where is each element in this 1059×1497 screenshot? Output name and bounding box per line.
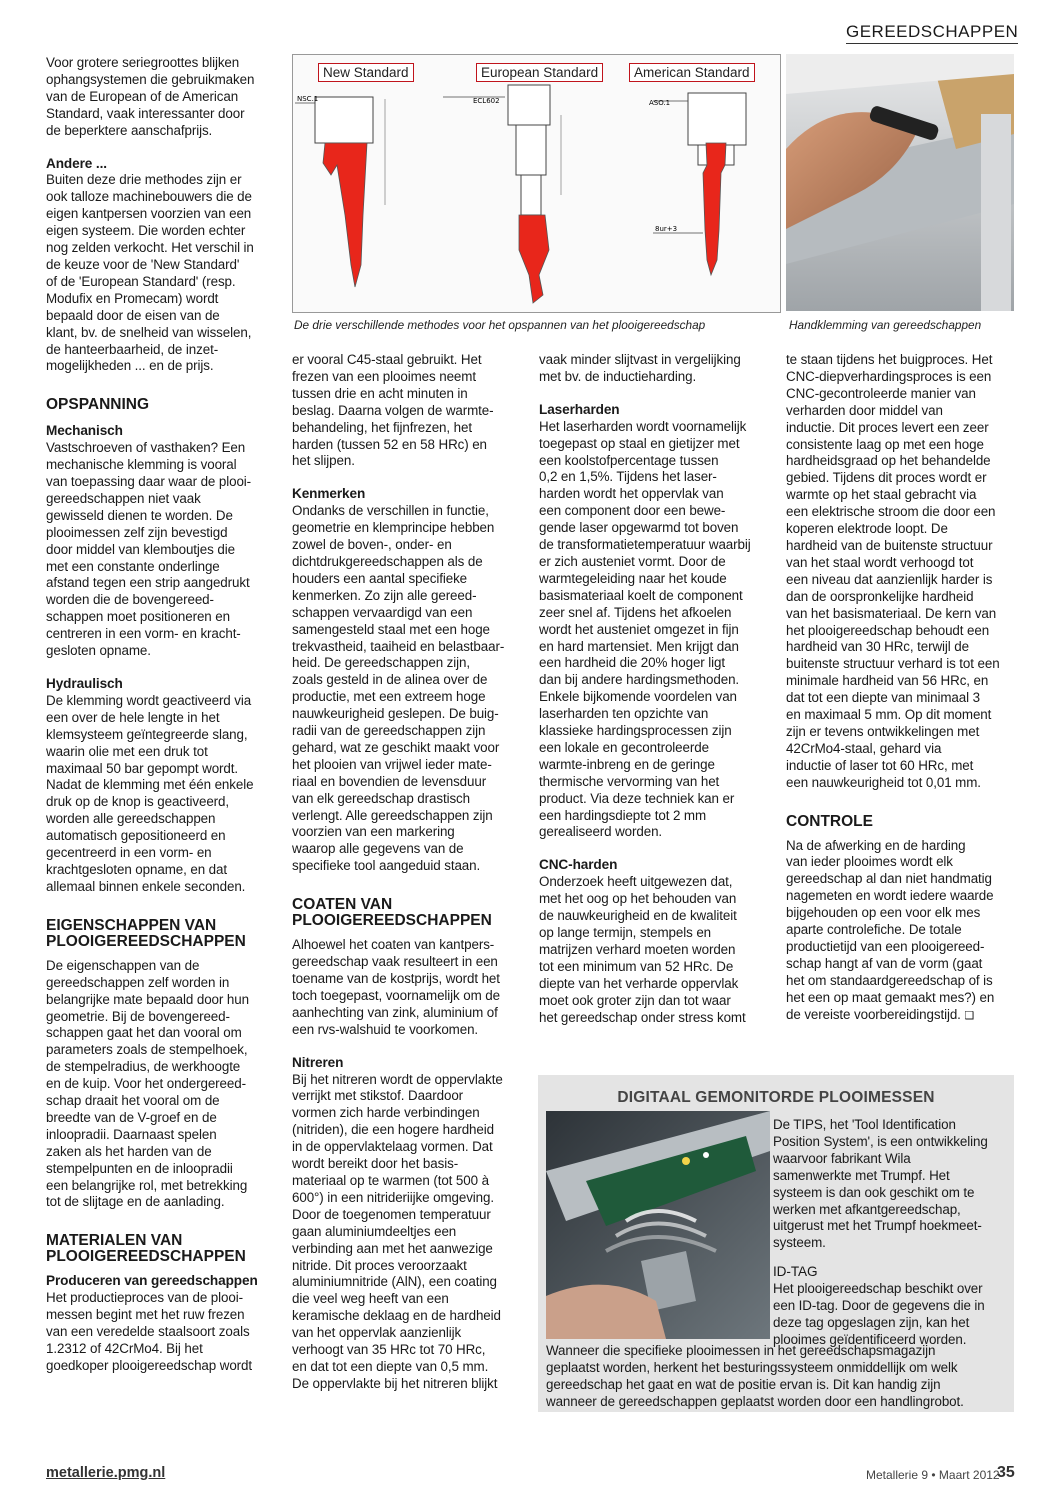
subheading-cnc-harden: CNC-harden — [539, 857, 618, 873]
produceren-paragraph: Het productieproces van de plooi- messen begint met het ruw frezen van een veredelde staalsoort zoals 1.2312 of 42CrMo4. Bij het goedkoper plooigereedschap wordt — [46, 1290, 252, 1373]
hydraulisch-paragraph: De klemming wordt geactiveerd via een over de hele lengte in het klemsysteem geïntegreerde slang, waarin olie met een druk tot maximaal 50 bar gepompt wordt. Nadat de klemming met één enkele druk op de knop is geactiveerd, worden alle gereedschappen automatisch gepositioneerd en gecentreerd in een vorm- en krachtgesloten opname, en dat allemaal binnen enkele seconden. — [46, 692, 254, 894]
tips-photo — [546, 1111, 770, 1339]
page-number: 35 — [997, 1464, 1015, 1481]
hand-clamping-image — [786, 54, 1014, 311]
controle-text: Na de afwerking en de harding van ieder plooimes wordt elk gereedschap al dan niet handmatig nagemeten en wordt iedere waarde bijgehouden op een voor elk mes aparte controlefiche. De totale productietijd van een plooigereed- schap hangt af van de vorm (gaat het om standaardgereedschap of is het een op maat gemaakt mes?) en de vereiste voorbereidingstijd. — [786, 837, 995, 1022]
label-new-standard: New Standard — [318, 63, 414, 82]
subheading-nitreren: Nitreren — [292, 1054, 344, 1070]
annotation-ecl: ECL602 — [473, 97, 500, 105]
american-standard-tool — [649, 93, 746, 275]
heading-coaten: COATEN VAN PLOOIGEREEDSCHAPPEN — [292, 896, 492, 930]
heading-materialen: MATERIALEN VAN PLOOIGEREEDSCHAPPEN — [46, 1232, 246, 1266]
issue-info: Metallerie 9 • Maart 2012 — [866, 1468, 1000, 1482]
column-3 — [539, 352, 771, 1026]
subheading-andere: Andere ... — [46, 155, 107, 171]
intro-paragraph: Voor grotere seriegroottes blijken ophangsystemen die gebruikmaken van de European of de American Standard, vaak interessanter door de beperktere aanschafprijs. — [46, 55, 255, 138]
diagram-caption: De drie verschillende methodes voor het opspannen van het plooigereedschap — [294, 318, 706, 332]
andere-paragraph: Buiten deze drie methodes zijn er ook talloze machinebouwers die de eigen kantpersen voorzien van een eigen systeem. Die worden echter nog zelden verkocht. Het verschil in de keuze voor de 'New Standard' of de 'European Standard' (resp. Modufix en Promecam) wordt bepaald door de eisen van de klant, bv. de snelheid van wisselen, de hanteerbaarheid, de inzet- mogelijkheden ... en de prijs. — [46, 172, 254, 374]
annotation-nsc: NSC.1 — [297, 95, 319, 103]
tips-image — [546, 1111, 770, 1339]
box-text-full — [546, 1343, 1012, 1411]
subheading-id-tag: ID-TAG — [773, 1264, 818, 1280]
section-tag: GEREEDSCHAPPEN — [846, 22, 1018, 44]
mechanisch-paragraph: Vastschroeven of vasthaken? Een mechanische klemming is vooral van toepassing daar waar de plooi- gereedschappen niet vaak gewisseld dienen te worden. De plooimessen zelf zijn bevestigd door middel van klemboutjes die met een constante onderlinge afstand tegen een strip aangedrukt worden die de bovengereed- schappen moet positioneren en centreren in een vorm- en kracht- gesloten opname. — [46, 440, 252, 659]
column-4 — [786, 352, 1018, 1025]
heading-controle: CONTROLE — [786, 812, 873, 830]
new-standard-tool — [295, 95, 385, 287]
subheading-laserharden: Laserharden — [539, 401, 620, 417]
box-text-right — [773, 1117, 1009, 1349]
subheading-produceren: Produceren van gereedschappen — [46, 1273, 258, 1289]
nitreren-paragraph: Bij het nitreren wordt de oppervlakte verrijkt met stikstof. Daardoor vormen zich harde verbindingen (nitriden), die een hogere hardheid in de oppervlaktelaag vormen. Dat wordt bereikt door het basis- materiaal op te warmen (tot 500 à 600°) in een nitrideriijke omgeving. Door de toegenomen temperatuur gaan aluminiumdeeltjes een verbinding aan met het aanwezige nitride. Dit proces veroorzaakt aluminiumnitride (AlN), een coating die veel weg heeft van een keramische deklaag en de hardheid van het oppervlak aanzienlijk verhoogt van 35 HRc tot 70 HRc, en dat tot een diepte van 0,5 mm. De oppervlakte bij het nitreren blijkt — [292, 1071, 503, 1391]
cnc-continued-paragraph: te staan tijdens het buigproces. Het CNC-diepverhardingsproces is een CNC-gecontroleerde manier van verharden door middel van inductie. Dit proces levert een zeer consistente laag op met een hoge hardheidsgraad op het behandelde gebied. Tijdens dit proces wordt er warmte op het staal gebracht via een elektrische stroom die door een koperen elektrode loopt. De hardheid van de buitenste structuur van het staal wordt verhoogd tot een niveau dat aanzienlijk harder is dan de oorspronkelijke hardheid van het basismateriaal. De kern van het plooigereedschap behoudt een hardheid van 30 HRc, terwijl de buitenste structuur verhard is tot een minimale hardheid van 56 HRc, en dat tot een diepte van minimaal 3 en maximaal 5 mm. Op dit moment zijn er tevens ontwikkelingen met 42CrMo4-staal, gehard via inductie of laser tot 60 HRc, met een nauwkeurigheid tot 0,01 mm. — [786, 352, 1000, 790]
controle-paragraph — [786, 838, 1018, 1025]
c45-paragraph: er vooral C45-staal gebruikt. Het frezen van een plooimes neemt tussen drie en acht minuten in beslag. Daarna volgen de warmte- behandeling, het fijnfrezen, het harden (tussen 52 en 58 HRc) en het slijpen. — [292, 352, 494, 469]
subheading-mechanisch: Mechanisch — [46, 423, 123, 439]
tooling-standards-diagram — [292, 54, 781, 313]
eigenschappen-paragraph: De eigenschappen van de gereedschappen zelf worden in belangrijke mate bepaald door hun geometrie. Bij de bovengereed- schappen gaat het dan vooral om parameters zoals de stempelhoek, de stempelradius, de werkhoogte en de kuip. Voor het ondergereed- schap draait het vooral om de breedte van de V-groef en de inloopradii. Daarnaast spelen zaken als het harden van de stempelpunten en de inloopradii een belangrijke rol, met betrekking tot de slijtage en de aanlading. — [46, 957, 249, 1210]
column-2 — [292, 352, 522, 1393]
hand-clamping-photo — [786, 54, 1014, 311]
label-european-standard: European Standard — [476, 63, 603, 82]
annotation-aso: ASO.1 — [649, 99, 671, 107]
subheading-hydraulisch: Hydraulisch — [46, 676, 123, 691]
heading-eigenschappen: EIGENSCHAPPEN VAN PLOOIGEREEDSCHAPPEN — [46, 916, 246, 950]
slijtvast-paragraph: vaak minder slijtvast in vergelijking met bv. de inductieharding. — [539, 352, 741, 384]
laserharden-paragraph: Het laserharden wordt voornamelijk toegepast op staal en gietijzer met een koolstofpercentage tussen 0,2 en 1,5%. Tijdens het laser- harden wordt het oppervlak van een component door een bewe- gende laser opgewarmd tot boven de transformatietemperatuur waarbij er zich austeniet vormt. Door de warmtegeleiding naar het koude basismateriaal koelt de component zeer snel af. Tijdens het afkoelen wordt het austeniet omgezet in fijn en hard martensiet. Men krijgt dan een hardheid die 20% hoger ligt dan bij andere hardingsmethoden. Enkele bijkomende voordelen van laserharden ten opzichte van klassieke hardingsprocessen zijn een lokale en gecontroleerde warmte-inbreng en de geringe thermische vervorming van het product. Via deze techniek kan er een hardingsdiepte tot 2 mm gerealiseerd worden. — [539, 418, 751, 840]
coaten-paragraph: Alhoewel het coaten van kantpers- gereedschap vaak resulteert in een toename van de kostprijs, wordt het toch toegepast, voornamelijk om de aanhechting van zink, aluminium of een rvs-walshuid te voorkomen. — [292, 937, 500, 1037]
tips-full-paragraph: Wanneer die specifieke plooimessen in het gereedschapsmagazijn geplaatst worden, herkent het besturingssysteem onmiddellijk om welk gereedschap het gaat en wat de positie ervan is. Dit kan handig zijn wanneer de gereedschappen geplaatst worden door een handlingrobot. — [546, 1343, 964, 1409]
european-standard-tool — [443, 85, 561, 303]
photo-caption: Handklemming van gereedschappen — [789, 318, 982, 332]
tips-intro-paragraph: De TIPS, het 'Tool Identification Position System', is een ontwikkeling waarvoor fabrikant Wila samenwerkte met Trumpf. Het systeem is dan ook geschikt om te werken met afkantgereedschap, uitgerust met het Trumpf hoekmeet- systeem. — [773, 1117, 988, 1251]
label-american-standard: American Standard — [629, 63, 755, 82]
end-mark-icon: ❑ — [964, 1008, 975, 1022]
diagram-drawing — [293, 55, 780, 312]
tips-sidebar-box — [538, 1075, 1014, 1412]
column-1 — [46, 55, 266, 1375]
heading-opspanning: OPSPANNING — [46, 396, 150, 414]
website-link[interactable]: metallerie.pmg.nl — [46, 1465, 166, 1481]
cnc-harden-paragraph: Onderzoek heeft uitgewezen dat, met het oog op het behouden van de nauwkeurigheid en de kwaliteit op lange termijn, stempels en matrijzen verhard moeten worden tot een minimum van 52 HRc. De diepte van het verharde oppervlak moet ook groter zijn dan tot waar het gereedschap onder stress komt — [539, 874, 746, 1025]
kenmerken-paragraph: Ondanks de verschillen in functie, geometrie en klemprincipe hebben zowel de boven-, onder- en dichtdrukgereedschappen als de houders een aantal specifieke kenmerken. Zo zijn alle gereed- schappen vervaardigd van een samengesteld staal met een hoge trekvastheid, taaiheid en belastbaar- heid. De gereedschappen zijn, zoals gesteld in de alinea over de productie, met een extreem hoge nauwkeurigheid geslepen. De buig- radii van de gereedschappen zijn gehard, wat ze geschikt maakt voor het plooien van vrijwel ieder mate- riaal en bovendien de levensduur van elk gereedschap drastisch verlengt. Alle gereedschappen zijn voorzien van een markering waarop alle gegevens van de specifieke tool aangeduid staan. — [292, 503, 505, 874]
subheading-kenmerken: Kenmerken — [292, 486, 366, 502]
annotation-8ur: 8ur+3 — [655, 225, 678, 233]
box-title: DIGITAAL GEMONITORDE PLOOIMESSEN — [617, 1089, 935, 1106]
id-tag-paragraph: Het plooigereedschap beschikt over een ID-tag. Door de gegevens die in deze tag opgeslagen zijn, kan het plooimes geïdentificeerd worden. — [773, 1281, 985, 1347]
